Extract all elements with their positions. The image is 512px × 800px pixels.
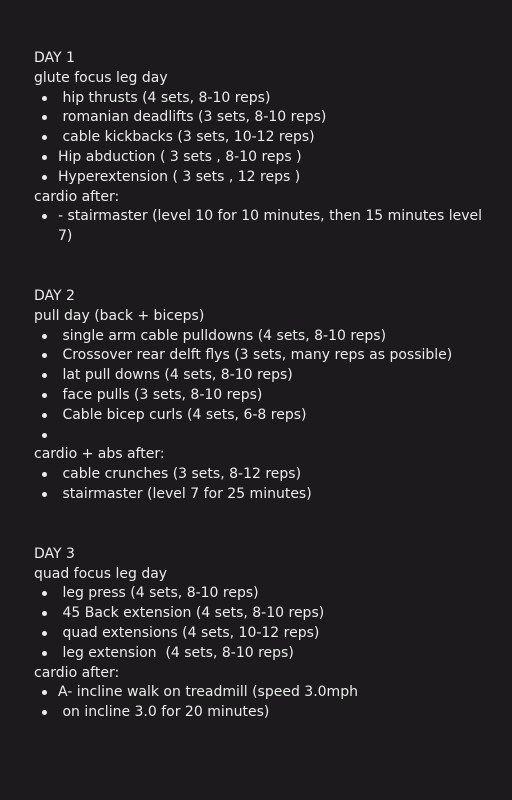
day-1-section [34,49,487,247]
bullet-icon [42,155,47,160]
exercise-text: romanian deadlifts (3 sets, 8-10 reps) [58,109,327,126]
bullet-icon [42,334,47,339]
list-item [34,327,484,347]
list-item [34,346,484,366]
list-item [34,426,484,446]
exercise-list [34,89,484,188]
exercise-text: Hyperextension ( 3 sets , 12 reps ) [58,168,301,185]
bullet-icon [42,472,47,477]
list-item [34,168,484,188]
list-item [34,465,484,485]
day-title: DAY 2 [34,287,75,304]
list-item [34,624,484,644]
exercise-text: Crossover rear delft flys (3 sets, many reps as possible) [58,347,453,364]
bullet-icon [42,393,47,398]
exercise-text: Hip abduction ( 3 sets , 8-10 reps ) [58,148,302,165]
list-item [34,485,484,505]
day-subtitle: pull day (back + biceps) [34,307,205,324]
bullet-icon [42,611,47,616]
day-3-section [34,545,484,723]
bullet-icon [42,96,47,101]
list-item [34,406,484,426]
exercise-text: quad extensions (4 sets, 10-12 reps) [58,624,320,641]
bullet-icon [42,591,47,596]
bullet-icon [42,175,47,180]
bullet-icon [42,690,47,695]
exercise-text: face pulls (3 sets, 8-10 reps) [58,386,263,403]
list-item [34,584,484,604]
bullet-icon [42,353,47,358]
list-item [34,207,487,247]
after-item-text: stairmaster (level 7 for 25 minutes) [58,485,312,502]
exercise-text: lat pull downs (4 sets, 8-10 reps) [58,367,293,384]
list-item [34,366,484,386]
bullet-icon [42,115,47,120]
bullet-icon [42,135,47,140]
bullet-icon [42,710,47,715]
exercise-text: leg press (4 sets, 8-10 reps) [58,585,259,602]
list-item [34,604,484,624]
after-list [34,683,484,723]
day-subtitle: glute focus leg day [34,69,168,86]
after-list [34,465,484,505]
bullet-icon [42,373,47,378]
after-label: cardio after: [34,664,120,681]
day-subtitle: quad focus leg day [34,565,168,582]
after-item-text: A- incline walk on treadmill (speed 3.0mph [58,684,358,701]
list-item [34,703,484,723]
exercise-list [34,584,484,663]
bullet-icon [42,651,47,656]
day-title: DAY 3 [34,545,75,562]
bullet-icon [42,433,47,438]
list-item [34,148,484,168]
exercise-text: hip thrusts (4 sets, 8-10 reps) [58,89,271,106]
list-item [34,108,484,128]
day-title: DAY 1 [34,50,75,66]
exercise-text: Cable bicep curls (4 sets, 6-8 reps) [58,406,307,423]
list-item [34,386,484,406]
list-item [34,644,484,664]
after-item-text: - stairmaster (level 10 for 10 minutes, then 15 minutes level 7) [58,208,487,245]
exercise-text: cable kickbacks (3 sets, 10-12 reps) [58,129,315,146]
workout-document [34,49,487,723]
exercise-text: leg extension (4 sets, 8-10 reps) [58,644,294,661]
after-item-text: on incline 3.0 for 20 minutes) [58,704,270,721]
list-item [34,128,484,148]
bullet-icon [42,214,47,219]
exercise-text: 45 Back extension (4 sets, 8-10 reps) [58,605,325,622]
after-label: cardio + abs after: [34,446,165,463]
after-list [34,207,487,247]
list-item [34,683,484,703]
bullet-icon [42,413,47,418]
after-item-text: cable crunches (3 sets, 8-12 reps) [58,466,302,483]
exercise-list [34,327,484,446]
list-item [34,89,484,109]
day-2-section [34,287,484,505]
exercise-text: single arm cable pulldowns (4 sets, 8-10 reps) [58,327,387,344]
bullet-icon [42,492,47,497]
bullet-icon [42,631,47,636]
after-label: cardio after: [34,188,120,205]
